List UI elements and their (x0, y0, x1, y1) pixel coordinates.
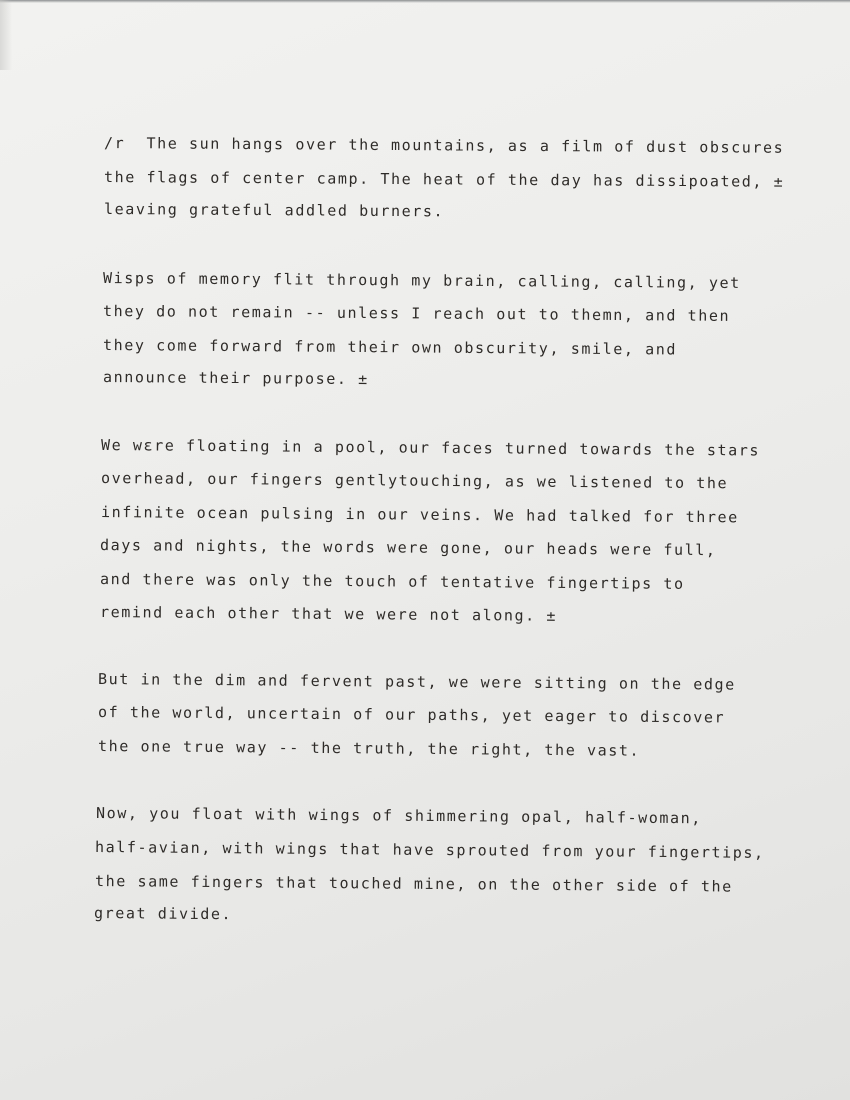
text-line: they do not remain -- unless I reach out to themn, and then (102, 302, 731, 325)
text-line: We wεre floating in a pool, our faces turned towards the stars (100, 436, 761, 460)
text-line: days and nights, the words were gone, our heads were full, (99, 536, 717, 560)
text-line: great divide. (93, 904, 233, 924)
page-top-edge (0, 0, 850, 3)
page-corner-shadow (0, 0, 12, 70)
text-line: remind each other that we were not along. ± (99, 603, 558, 625)
text-line: and there was only the touch of tentative fingertips to (99, 570, 685, 593)
text-line: the same fingers that touched mine, on the other side of the (94, 872, 733, 896)
text-line: the one true way -- the truth, the right, the vast. (97, 737, 641, 760)
text-line: the flags of center camp. The heat of the day has dissipoated, ± (103, 168, 785, 191)
text-line: /r The sun hangs over the mountains, as a film of dust obscures (103, 134, 785, 157)
text-line: infinite ocean pulsing in our veins. We had talked for three (100, 503, 739, 527)
text-line: leaving grateful addled burners. (103, 200, 445, 221)
text-line: Wisps of memory flit through my brain, calling, calling, yet (102, 269, 741, 293)
text-line: of the world, uncertain of our paths, yet eager to discover (97, 703, 726, 727)
text-line: they come forward from their own obscurity, smile, and (102, 336, 678, 359)
text-line: overhead, our fingers gentlytouching, as we listened to the (100, 469, 729, 493)
text-line: half-avian, with wings that have sprouted from your fingertips, (94, 838, 765, 862)
text-line: But in the dim and fervent past, we were sitting on the edge (97, 670, 736, 694)
text-line: announce their purpose. ± (102, 368, 369, 389)
text-line: Now, you float with wings of shimmering opal, half-woman, (95, 804, 703, 828)
